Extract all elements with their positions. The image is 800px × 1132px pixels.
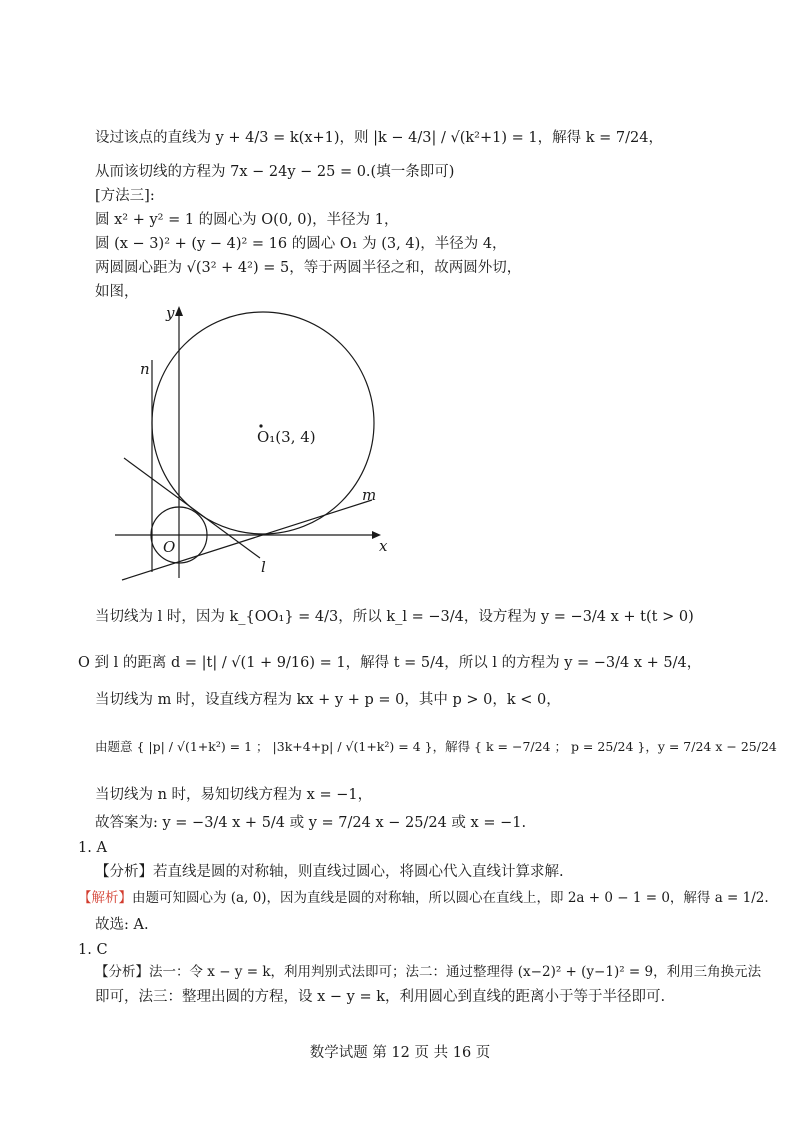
text-line-20: 即可，法三：整理出圆的方程，设 x − y = k，利用圆心到直线的距离小于等于半径即可. [95,989,666,1005]
label-n: n [140,360,150,378]
text-line-4: 圆 x² + y² = 1 的圆心为 O(0, 0)，半径为 1， [95,212,399,228]
jiexi-text: 由题可知圆心为 (a, 0)，因为直线是圆的对称轴，所以圆心在直线上，即 2a + 0 − 1 = 0，解得 a = 1/2. [132,890,769,906]
page-footer: 数学试题 第 12 页 共 16 页 [309,1045,491,1061]
text-line-16 [78,888,769,908]
text-line-19: 【分析】法一：令 x − y = k，利用判别式法即可；法二：通过整理得 (x−2)² + (y−1)² = 9，利用三角换元法 [95,964,762,980]
large-circle-O1 [152,312,377,534]
tangent-line-m [122,500,372,580]
tangent-circles-figure [110,300,400,590]
text-line-15: 【分析】若直线是圆的对称轴，则直线过圆心，将圆心代入直线计算求解. [95,864,564,880]
label-m: m [362,486,377,504]
label-y: y [166,304,175,322]
text-line-6: 两圆圆心距为 √(3² + 4²) = 5，等于两圆半径之和，故两圆外切， [95,260,522,276]
y-axis-arrow [175,306,183,316]
label-l: l [261,558,266,576]
text-line-7: 如图， [95,284,139,300]
tangent-line-l [124,458,260,558]
text-line-11: 由题意 { |p| / √(1+k²) = 1 ； |3k+4+p| / √(1+k²) = 4 }，解得 { k = −7/24 ； p = 25/24 }，y = 7/24 x − 25/24 [95,739,777,754]
answer-number-C: 1. C [78,942,108,958]
text-line-1: 设过该点的直线为 y + 4/3 = k(x+1)，则 |k − 4/3| / √(k²+1) = 1，解得 k = 7/24， [95,130,663,146]
text-line-2: 从而该切线的方程为 7x − 24y − 25 = 0.(填一条即可) [95,164,455,180]
text-line-5: 圆 (x − 3)² + (y − 4)² = 16 的圆心 O₁ 为 (3, 4)，半径为 4， [95,236,507,252]
label-O: O [163,538,176,556]
text-line-3: [方法三]: [95,188,155,204]
label-O1: O₁(3, 4) [257,428,316,446]
text-line-9: O 到 l 的距离 d = |t| / √(1 + 9/16) = 1，解得 t = 5/4，所以 l 的方程为 y = −3/4 x + 5/4， [78,655,702,671]
jiexi-tag: 【解析】 [78,890,132,906]
answer-number-A: 1. A [78,840,107,856]
text-line-13: 故答案为: y = −3/4 x + 5/4 或 y = 7/24 x − 25/24 或 x = −1. [95,815,527,831]
text-line-17: 故选: A. [95,917,149,933]
text-line-12: 当切线为 n 时，易知切线方程为 x = −1， [95,787,373,803]
text-line-10: 当切线为 m 时，设直线方程为 kx + y + p = 0，其中 p > 0，k < 0， [95,692,561,708]
text-line-8: 当切线为 l 时，因为 k_{OO₁} = 4/3，所以 k_l = −3/4，设方程为 y = −3/4 x + t(t > 0) [95,609,694,625]
label-x: x [379,537,388,555]
